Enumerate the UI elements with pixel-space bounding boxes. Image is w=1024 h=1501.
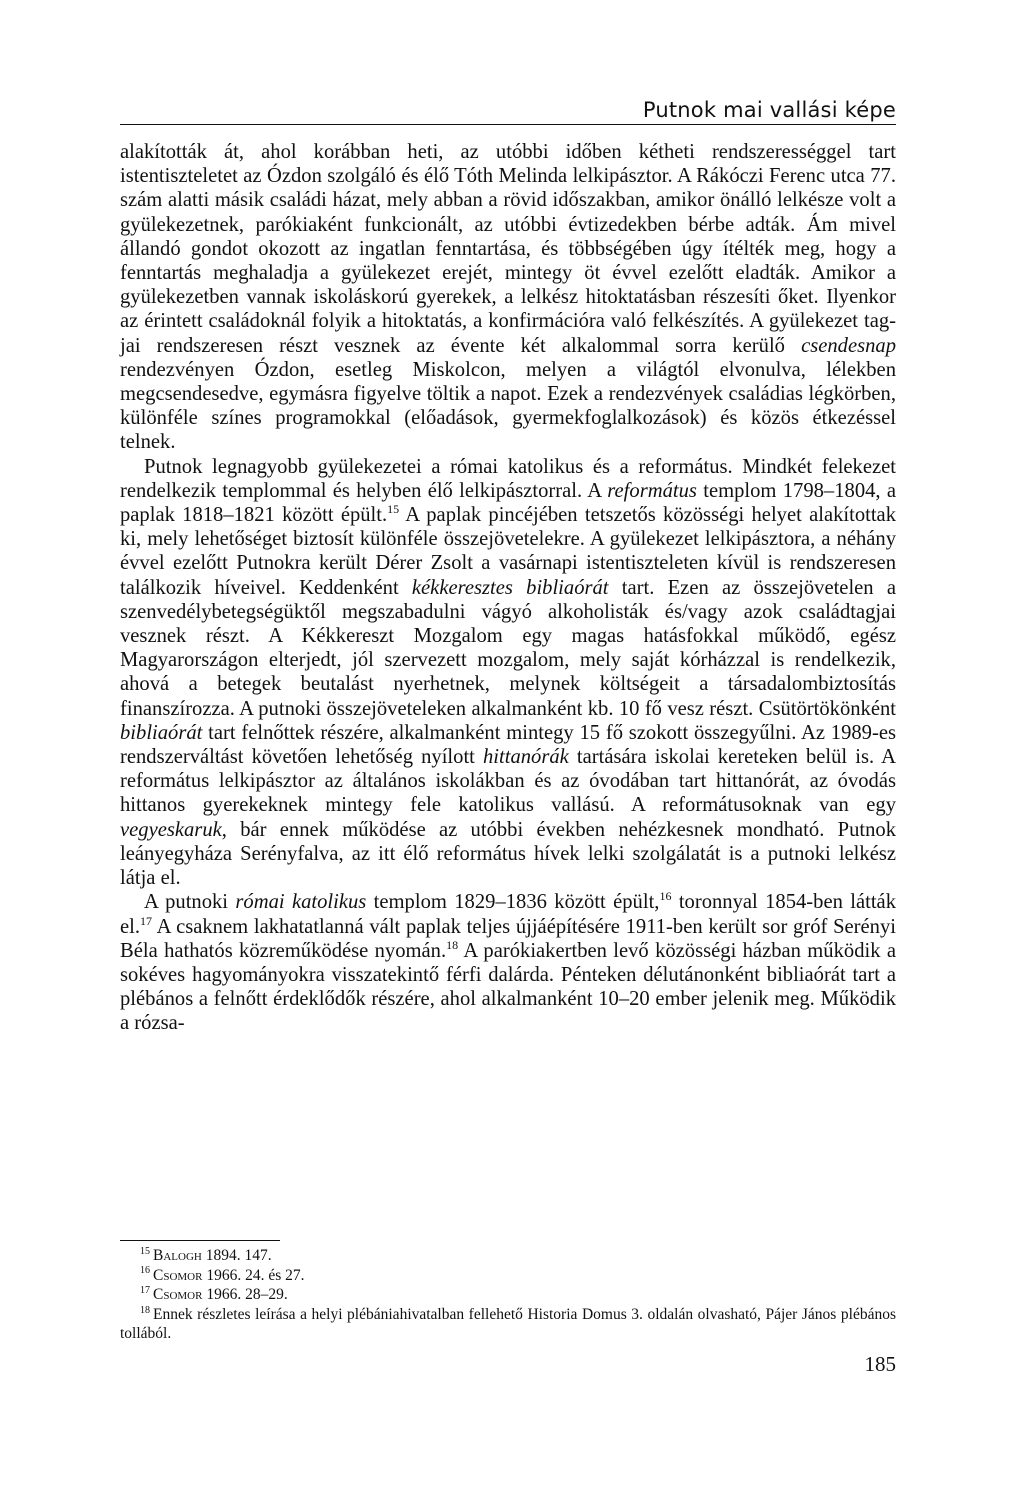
footnote-author: Csomor — [153, 1286, 203, 1304]
paragraph-3-part-d: A csaknem lakhatatlanná vált paplak teljes újjáépítésére 1911-ben került sor gróf Serényi Béla hathatós közreműködése nyomán. — [120, 915, 896, 962]
paragraph-2-part-a: Putnok legnagyobb gyülekezetei a római katolikus és a református. Mindkét felekezet rendelkezik templommal és helyben élő lelkipásztorral. A — [120, 455, 896, 502]
italic-term-reformatus: református — [607, 479, 697, 502]
footnote-16 — [120, 1266, 896, 1286]
italic-term-hittanorak: hittanórák — [483, 746, 569, 769]
paragraph-1-rest: rendezvényen Ózdon, esetleg Miskolcon, melyen a világtól elvonulva, lélekben megcsendesedve, egymásra figyelve töltik a napot. Ezek a rendezvények családias légkörben, különféle színes programokkal (előadások, gyermekfoglalkozások) és közös étkezéssel telnek. — [120, 358, 896, 454]
footnote-ref-16[interactable]: 16 — [659, 889, 672, 904]
paragraph-3 — [120, 890, 896, 1035]
italic-term-vegyeskaruk: vegyeskaruk — [120, 818, 222, 841]
paragraph-2 — [120, 455, 896, 891]
footnote-text: 1966. 24. és 27. — [202, 1266, 305, 1284]
footnote-number: 16 — [140, 1265, 150, 1277]
paragraph-2-part-e: tart felnőttek részére, alkalmanként mintegy 15 fő szokott összegyűlni. Az 1989-es rendszerváltást követően lehetőség nyílott — [120, 721, 896, 769]
paragraph-1 — [120, 140, 896, 455]
footnote-17 — [120, 1285, 896, 1305]
footnote-author: Balogh — [153, 1247, 202, 1264]
body-text — [120, 140, 896, 1036]
running-title: Putnok mai vallási képe — [642, 98, 896, 122]
paragraph-2-part-d: tart. Ezen az összejövetelen a szenvedélybetegségüktől megszabadulni vágyó alkoholisták és/vagy azok családtagjai vesznek részt. A Kékkereszt Mozgalom egy magas hatásfokkal működő, egész Magyarországon elterjedt, jól szervezett mozgalom, mely saját kórházzal is rendelkezik, ahová a betegek beutalást nyerhetnek, melynek költségeit a társadalombiztosítás finanszírozza. A putnoki összejöveteleken alkalmanként kb. 10 fő vesz részt. Csütörtökönként — [120, 576, 896, 720]
footnote-ref-17[interactable]: 17 — [140, 913, 153, 928]
footnote-15 — [120, 1246, 896, 1266]
footnote-text: Ennek részletes leírása a helyi plébániahivatalban fellehető Historia Domus 3. oldalán olvasható, Pájer János plébános tollából. — [120, 1305, 896, 1343]
footnote-text: 1894. 147. — [201, 1247, 272, 1264]
footnote-text: 1966. 28–29. — [202, 1286, 288, 1304]
footnote-ref-18[interactable]: 18 — [446, 937, 459, 952]
footnote-author: Csomor — [153, 1266, 203, 1284]
footnote-number: 15 — [140, 1245, 150, 1257]
paragraph-1-text: alakították át, ahol korábban heti, az utóbbi időben kétheti rendszerességgel tart istentiszteletet az Ózdon szolgáló és élő Tóth Melinda lelkipásztor. A Rákóczi Ferenc utca 77. szám alatti másik családi házat, mely abban a rövid időszakban, amikor önálló lelkésze volt a gyülekezetnek, parókiaként funkcionált, az utóbbi évtizedekben bérbe adták. Ám mivel állandó gondot okozott az ingatlan fenntartása, és többségében úgy ítélték meg, hogy a fenntartás meghaladja a gyülekezet erejét, mintegy öt évvel ezelőtt eladták. Amikor a gyülekezetben vannak iskoláskorú gyerekek, a lelkész hitoktatásban részesíti őket. Ilyenkor az érintett családoknál folyik a hitoktatás, a konfirmációra való felkészítés. A gyülekezet tagjai rendszeresen részt vesznek az évente két alkalommal sorra kerülő — [120, 141, 896, 357]
footnote-divider — [120, 1240, 280, 1241]
footnotes — [120, 1246, 896, 1344]
footnote-number: 17 — [140, 1285, 150, 1297]
paragraph-2-part-b: templom 1798–1804, a paplak 1818–1821 között épült. — [120, 479, 896, 527]
footnote-number: 18 — [140, 1304, 150, 1316]
paragraph-2-part-c: A paplak pincéjében tetszetős közösségi helyet alakítottak ki, mely lehetőséget biztosít különféle összejövetelekre. A gyülekezet lelkipásztora, a néhány évvel ezelőtt Putnokra került Dérer Zsolt a vasárnapi istentiszteleten kívül is rendszeresen találkozik híveivel. Keddenként — [120, 504, 896, 599]
italic-term-csendesnap: csendesnap — [801, 334, 896, 357]
paragraph-2-part-f: tartására iskolai kereteken belül is. A református lelkipásztor az általános iskolákban és az óvodában tart hittanórát, az óvodás hittanos gyerekeknek mintegy fele katolikus vallású. A reformátusoknak van egy — [120, 746, 896, 817]
paragraph-3-part-e: A parókiakertben levő közösségi házban működik a sokéves hagyományokra visszatekintő férfi dalárda. Pénteken délutánonként bibliaórát tart a plébános a felnőtt érdeklődők részére, ahol alkalmanként 10–20 ember jelenik meg. Működik a rózsa- — [120, 939, 896, 1035]
footnote-ref-15[interactable]: 15 — [387, 502, 400, 517]
paragraph-2-part-g: , bár ennek működése az utóbbi években nehézkesnek mondható. Putnok leányegyháza Serényfalva, az itt élő református hívek lelki szolgálatát is a putnoki lelkész látja el. — [120, 818, 896, 890]
paragraph-3-part-b: templom 1829–1836 között épült, — [366, 891, 660, 914]
italic-term-kekkeresztes: kékkeresztes bibliaórát — [411, 576, 609, 599]
running-head — [120, 92, 896, 125]
italic-term-bibliaorat: bibliaórát — [120, 721, 203, 744]
paragraph-3-part-a: A putnoki — [144, 891, 236, 914]
italic-term-romai-katolikus: római katolikus — [235, 891, 367, 914]
page-number: 185 — [864, 1352, 896, 1376]
footnote-18 — [120, 1305, 896, 1344]
paragraph-3-part-c: toronnyal 1854-ben látták el. — [120, 891, 896, 938]
